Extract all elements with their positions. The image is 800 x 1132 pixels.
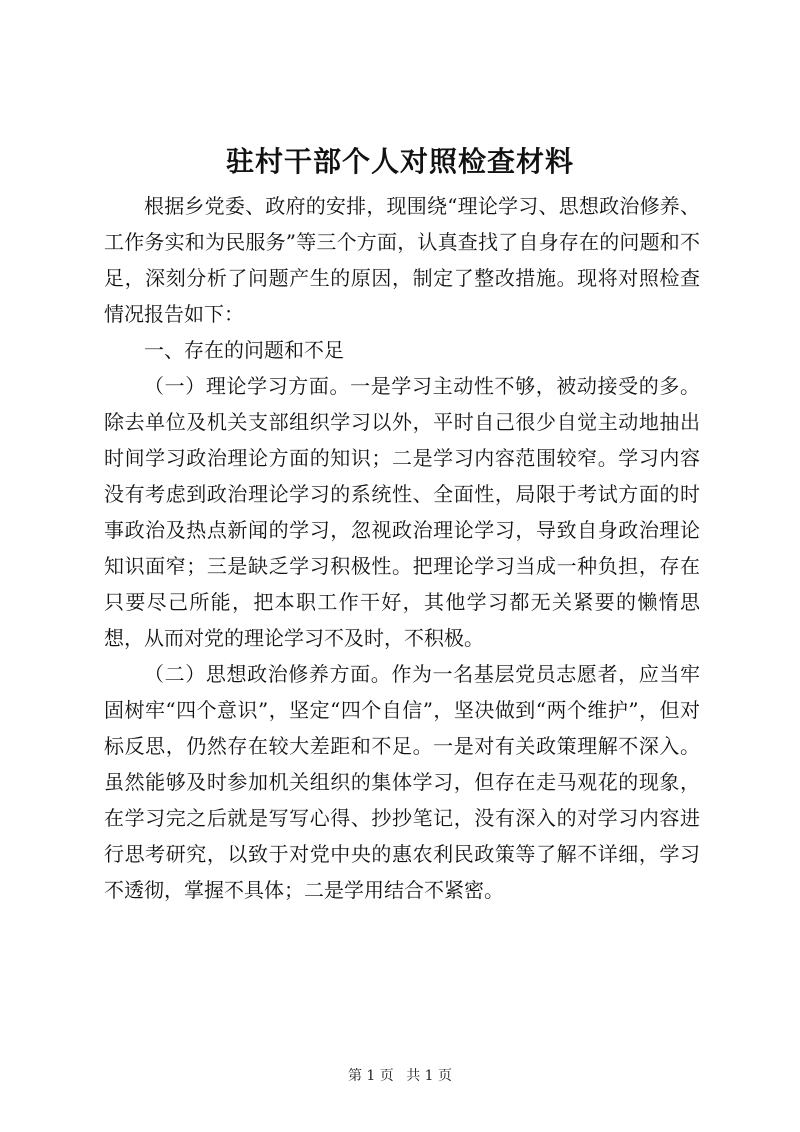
intro-paragraph: 根据乡党委、政府的安排，现围绕“理论学习、思想政治修养、工作务实和为民服务”等三个方面，认真查找了自身存在的问题和不足，深刻分析了问题产生的原因，制定了整改措施。现将对照检查情况报告如下： [104,194,700,326]
page-total: 共 1 页 [406,1068,453,1084]
page-footer [0,1066,800,1086]
theory-study-paragraph: （一）理论学习方面。一是学习主动性不够，被动接受的多。除去单位及机关支部组织学习以外，平时自己很少自觉主动地抽出时间学习政治理论方面的知识；二是学习内容范围较窄。学习内容没有考虑到政治理论学习的系统性、全面性，局限于考试方面的时事政治及热点新闻的学习，忽视政治理论学习，导致自身政治理论知识面窄；三是缺乏学习积极性。把理论学习当成一种负担，存在只要尽己所能，把本职工作干好，其他学习都无关紧要的懒惰思想，从而对党的理论学习不及时，不积极。 [104,374,700,650]
page-number: 第 1 页 [347,1068,394,1084]
document-title: 驻村干部个人对照检查材料 [225,145,574,178]
political-cultivation-paragraph: （二）思想政治修养方面。作为一名基层党员志愿者，应当牢固树牢“四个意识”，坚定“四个自信”，坚决做到“两个维护”，但对标反思，仍然存在较大差距和不足。一是对有关政策理解不深入。虽然能够及时参加机关组织的集体学习，但存在走马观花的现象，在学习完之后就是写写心得、抄抄笔记，没有深入的对学习内容进行思考研究，以致于对党中央的惠农利民政策等了解不详细，学习不透彻，掌握不具体；二是学用结合不紧密。 [104,662,700,902]
document-body [104,188,700,908]
section-heading: 一、存在的问题和不足 [144,338,344,362]
